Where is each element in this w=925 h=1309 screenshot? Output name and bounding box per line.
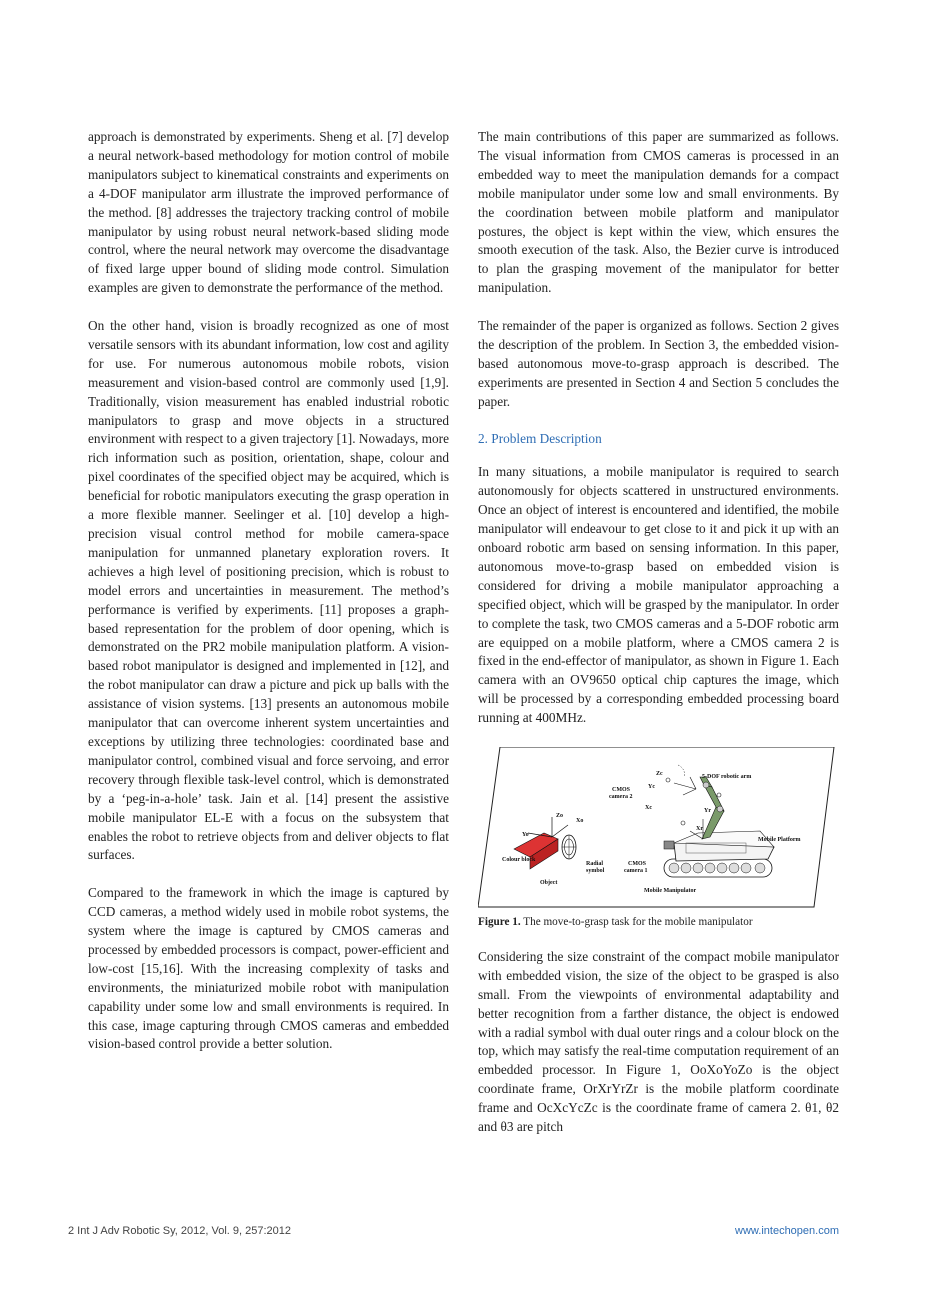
axis-label: Xc	[645, 804, 652, 811]
axis-label: Yc	[648, 783, 655, 790]
body-paragraph: Compared to the framework in which the image is captured by CCD cameras, a method widely used in mobile robot systems, the system where the image is captured by CMOS cameras and processed by embedded processors is compact, power-efficient and low-cost [15,16]. With the increasing complexity of tasks and environments, the miniaturized mobile robot with manipulation capability under some low and small environments is required. In this case, image capturing through CMOS cameras and embedded vision-based control provide a better solution.	[88, 885, 449, 1052]
figure-label: 5-DOF robotic arm	[702, 773, 752, 780]
axis-label: Xo	[576, 817, 584, 824]
footer-citation: 2 Int J Adv Robotic Sy, 2012, Vol. 9, 257:2012	[68, 1225, 292, 1237]
figure-label: CMOS	[612, 786, 630, 793]
figure-label: symbol	[586, 867, 605, 874]
body-paragraph: Considering the size constraint of the compact mobile manipulator with embedded vision, the size of the object to be grasped is also small. From the viewpoints of environmental adaptability and better recognition from a farther distance, the object is endowed with a radial symbol with dual outer rings and a colour block on the top, which may satisfy the real-time computation requirement of an embedded processor. In Figure 1, OoXoYoZo is the object coordinate frame, OrXrYrZr is the mobile platform coordinate frame and OcXcYcZc is the coordinate frame of camera 2. θ1, θ2 and θ3 are pitch	[478, 948, 839, 1135]
body-paragraph: The remainder of the paper is organized as follows. Section 2 gives the description of the problem. In Section 3, the embedded vision-based autonomous move-to-grasp approach is described. The experiments are presented in Section 4 and Section 5 concludes the paper.	[478, 318, 839, 409]
figure-1-diagram	[478, 747, 839, 909]
axis-label: Yo	[522, 831, 529, 838]
figure-label: Object	[540, 879, 558, 886]
right-column	[478, 128, 839, 1137]
figure-label: Radial	[586, 860, 604, 867]
axis-label: Xr	[696, 825, 703, 832]
axis-label: Zo	[556, 812, 564, 819]
axis-label: Zc	[656, 770, 663, 777]
section-heading: 2. Problem Description	[478, 431, 602, 447]
footer-link[interactable]: www.intechopen.com	[735, 1225, 839, 1237]
figure-label: Mobile Manipulator	[644, 887, 697, 894]
left-column	[88, 128, 449, 1054]
body-paragraph: The main contributions of this paper are summarized as follows. The visual information from CMOS cameras is processed in an embedded way to meet the manipulation demands for a compact mobile manipulator under some low and small environments. By the coordination between mobile platform and manipulator postures, the object is kept within the view, which ensures the smooth execution of the task. Also, the Bezier curve is introduced to plan the grasping movement of the manipulator for better manipulation.	[478, 129, 839, 296]
body-paragraph: approach is demonstrated by experiments. Sheng et al. [7] develop a neural network-based methodology for motion control of mobile manipulators subject to kinematical constraints and experiments on a 4-DOF manipulator arm illustrate the improved performance of the method. [8] addresses the trajectory tracking control of mobile manipulator by using robust neural network-based sliding mode control, where the neural network may overcome the disadvantage of fixed large upper bound of sliding mode control. Simulation examples are given to demonstrate the performance of the method.	[88, 129, 449, 296]
figure-label: camera 1	[624, 867, 648, 874]
figure-label: camera 2	[609, 793, 633, 800]
body-paragraph: On the other hand, vision is broadly recognized as one of most versatile sensors with its abundant information, low cost and agility for use. For numerous autonomous mobile robots, vision measurement and vision-based control are commonly used [1,9]. Traditionally, vision measurement has enabled industrial robotic manipulators to grasp and move objects in a structured environment with respect to a given trajectory [1]. Nowadays, more rich information such as position, orientation, shape, colour and pixel coordinates of the specified object may be acquired, which is beneficial for robotic manipulators executing the grasp operation in a more flexible manner. Seelinger et al. [10] develop a high-precision visual control method for mobile camera-space manipulation for unmanned planetary exploration rovers. It achieves a high level of positioning precision, which is robust to model errors and uncertainties in measurement. The method’s performance is verified by experiments. [11] proposes a graph-based representation for the problem of door opening, which is demonstrated on the PR2 mobile manipulation platform. A vision-based robot manipulator is designed and implemented in [12], and the robot manipulator can draw a picture and pick up balls with the assistance of vision systems. [13] presents an autonomous mobile manipulator that can overcome inherent system uncertainties and exceptions by utilizing three technologies: coordinated base and manipulator control, combined visual and force servoing, and error recovery through flexible task-level control, which is demonstrated by a ‘peg-in-a-hole’ task. Jain et al. [14] present the assistive mobile manipulator EL-E with a focus on the subsystem that enables the robot to retrieve objects from and deliver objects to flat surfaces.	[88, 318, 449, 863]
figure-label: Colour block	[502, 856, 536, 863]
figure-caption-text: The move-to-grasp task for the mobile manipulator	[520, 915, 753, 928]
figure-label: CMOS	[628, 860, 646, 867]
body-paragraph: In many situations, a mobile manipulator is required to search autonomously for objects scattered in unstructured environments. Once an object of interest is encountered and identified, the mobile manipulator will endeavour to get close to it and pick it up with an onboard robotic arm based on sensing information. In this paper, autonomous move-to-grasp based on embedded vision is considered for driving a mobile manipulator approaching a specified object, which will be grasped by the manipulator. In order to complete the task, two CMOS cameras and a 5-DOF robotic arm are equipped on a mobile platform, where a CMOS camera 2 is fixed in the end-effector of manipulator, as shown in Figure 1. Each camera with an OV9650 optical chip captures the image, which will be processed by a corresponding embedded processing board running at 400MHz.	[478, 464, 839, 726]
figure-caption	[478, 915, 839, 929]
figure-caption-label: Figure 1.	[478, 915, 521, 928]
figure-1	[478, 747, 839, 909]
axis-label: Yr	[704, 807, 711, 814]
figure-label: Mobile Platform	[758, 836, 801, 843]
